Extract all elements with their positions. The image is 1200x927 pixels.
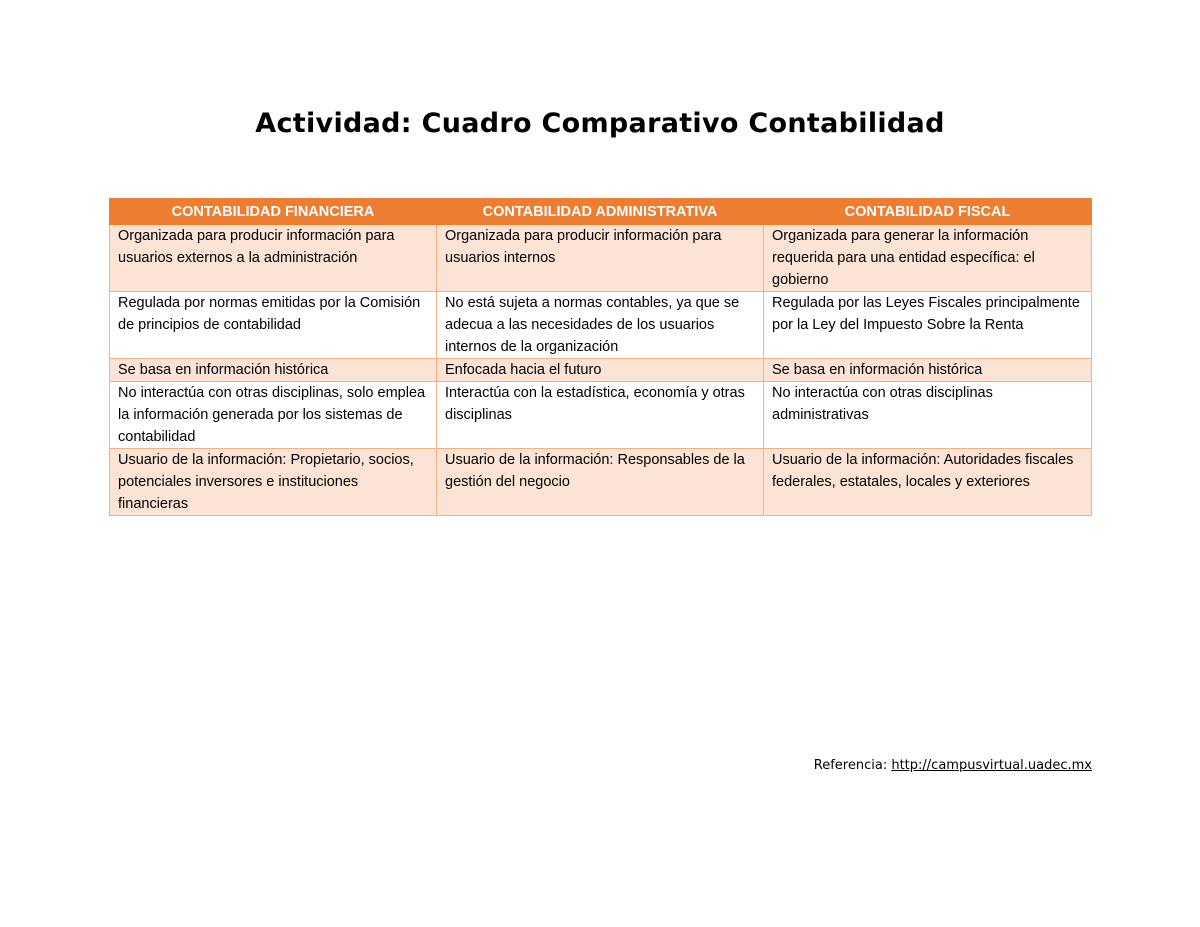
- table-cell: Se basa en información histórica: [110, 359, 437, 382]
- reference-label: Referencia:: [813, 758, 892, 773]
- table-cell: No está sujeta a normas contables, ya que se adecua a las necesidades de los usuarios internos de la organización: [437, 292, 764, 359]
- table-cell: Usuario de la información: Responsables de la gestión del negocio: [437, 449, 764, 516]
- table-cell: Enfocada hacia el futuro: [437, 359, 764, 382]
- header-fiscal: CONTABILIDAD FISCAL: [764, 199, 1092, 225]
- reference-link[interactable]: http://campusvirtual.uadec.mx: [891, 758, 1092, 773]
- header-administrativa: CONTABILIDAD ADMINISTRATIVA: [437, 199, 764, 225]
- table-row: [110, 225, 1092, 292]
- table-cell: No interactúa con otras disciplinas, solo emplea la información generada por los sistemas de contabilidad: [110, 382, 437, 449]
- header-financiera: CONTABILIDAD FINANCIERA: [110, 199, 437, 225]
- table-row: [110, 292, 1092, 359]
- table-cell: No interactúa con otras disciplinas administrativas: [764, 382, 1092, 449]
- table-row: [110, 359, 1092, 382]
- table-cell: Se basa en información histórica: [764, 359, 1092, 382]
- reference-line: [814, 758, 1092, 773]
- table-cell: Regulada por normas emitidas por la Comisión de principios de contabilidad: [110, 292, 437, 359]
- table-cell: Usuario de la información: Autoridades fiscales federales, estatales, locales y exteriores: [764, 449, 1092, 516]
- comparison-table: [109, 198, 1092, 516]
- table-cell: Organizada para producir información para usuarios externos a la administración: [110, 225, 437, 292]
- table-row: [110, 382, 1092, 449]
- table-header-row: [110, 199, 1092, 225]
- page-title: Actividad: Cuadro Comparativo Contabilidad: [255, 108, 945, 139]
- table-cell: Usuario de la información: Propietario, socios, potenciales inversores e instituciones financieras: [110, 449, 437, 516]
- table-cell: Organizada para generar la información requerida para una entidad específica: el gobierno: [764, 225, 1092, 292]
- table-cell: Organizada para producir información para usuarios internos: [437, 225, 764, 292]
- table-cell: Regulada por las Leyes Fiscales principalmente por la Ley del Impuesto Sobre la Renta: [764, 292, 1092, 359]
- table-row: [110, 449, 1092, 516]
- table-cell: Interactúa con la estadística, economía y otras disciplinas: [437, 382, 764, 449]
